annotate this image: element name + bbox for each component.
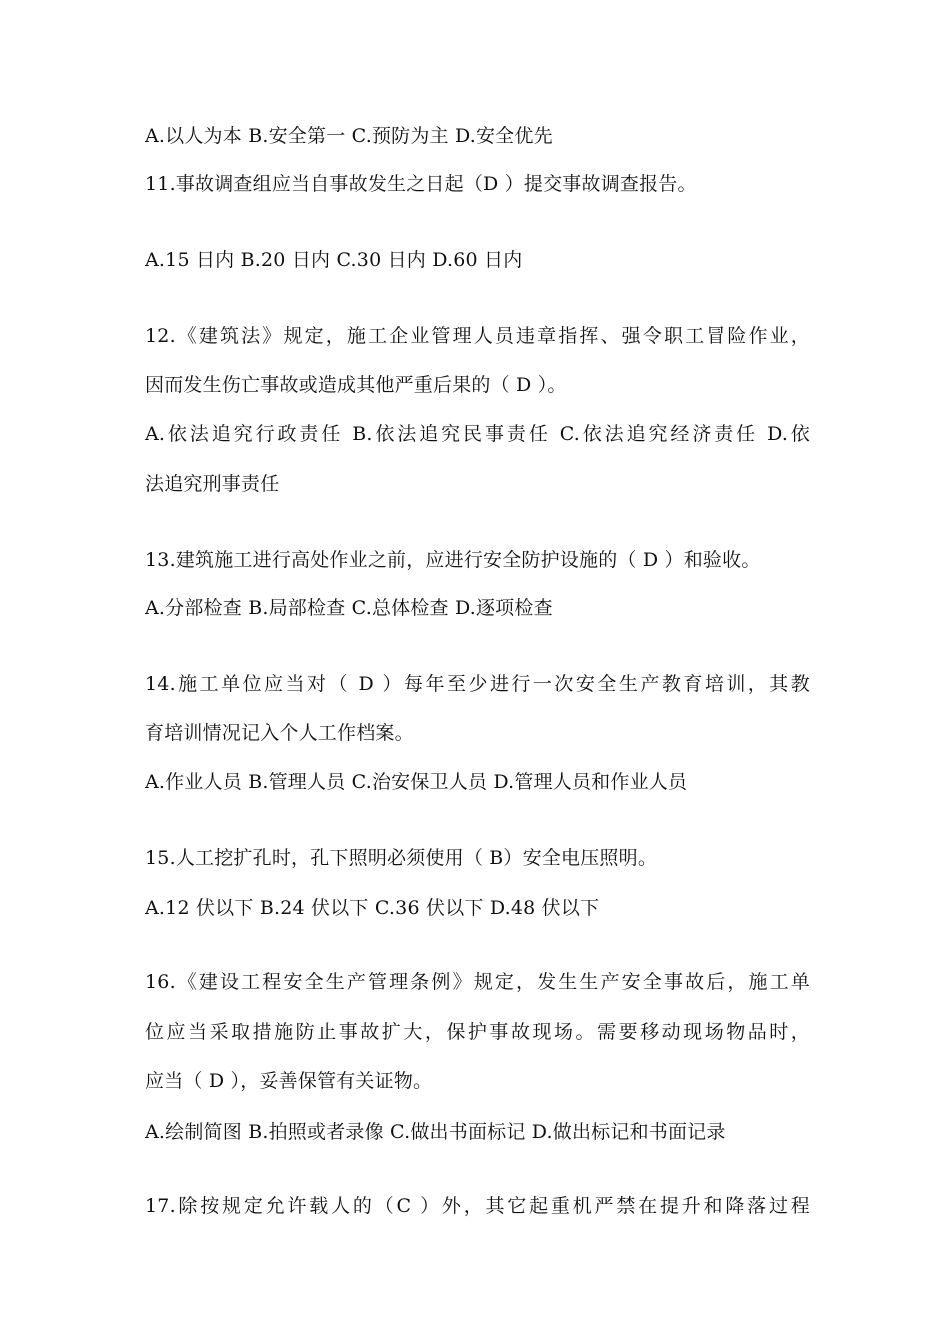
answer-options-q15: A.12 伏以下 B.24 伏以下 C.36 伏以下 D.48 伏以下 xyxy=(145,897,600,919)
answer-options-q10: A.以人为本 B.安全第一 C.预防为主 D.安全优先 xyxy=(145,125,553,147)
question-15: 15.人工挖扩孔时，孔下照明必须使用（ B）安全电压照明。 xyxy=(145,847,658,869)
question-12-line-1: 12.《建筑法》规定，施工企业管理人员违章指挥、强令职工冒险作业， xyxy=(145,325,810,347)
question-12-line-2: 因而发生伤亡事故或造成其他严重后果的（ D ）。 xyxy=(145,374,567,396)
answer-options-q13: A.分部检查 B.局部检查 C.总体检查 D.逐项检查 xyxy=(145,597,553,619)
question-16-line-3: 应当（ D ），妥善保管有关证物。 xyxy=(145,1070,433,1092)
answer-options-q12-line-1: A.依法追究行政责任 B.依法追究民事责任 C.依法追究经济责任 D.依 xyxy=(145,423,810,445)
question-17-line-1: 17.除按规定允许载人的（C ）外，其它起重机严禁在提升和降落过程 xyxy=(145,1195,810,1217)
question-11: 11.事故调查组应当自事故发生之日起（D ）提交事故调查报告。 xyxy=(145,173,697,195)
question-14-line-2: 育培训情况记入个人工作档案。 xyxy=(145,722,414,744)
question-16-line-2: 位应当采取措施防止事故扩大，保护事故现场。需要移动现场物品时， xyxy=(145,1021,810,1043)
answer-options-q11: A.15 日内 B.20 日内 C.30 日内 D.60 日内 xyxy=(145,249,523,271)
question-13: 13.建筑施工进行高处作业之前，应进行安全防护设施的（ D ）和验收。 xyxy=(145,549,761,571)
answer-options-q12-line-2: 法追究刑事责任 xyxy=(145,473,280,495)
answer-options-q14: A.作业人员 B.管理人员 C.治安保卫人员 D.管理人员和作业人员 xyxy=(145,771,688,793)
question-14-line-1: 14.施工单位应当对（ D ）每年至少进行一次安全生产教育培训，其教 xyxy=(145,673,810,695)
question-16-line-1: 16.《建设工程安全生产管理条例》规定，发生生产安全事故后，施工单 xyxy=(145,971,810,993)
answer-options-q16: A.绘制简图 B.拍照或者录像 C.做出书面标记 D.做出标记和书面记录 xyxy=(145,1121,726,1143)
